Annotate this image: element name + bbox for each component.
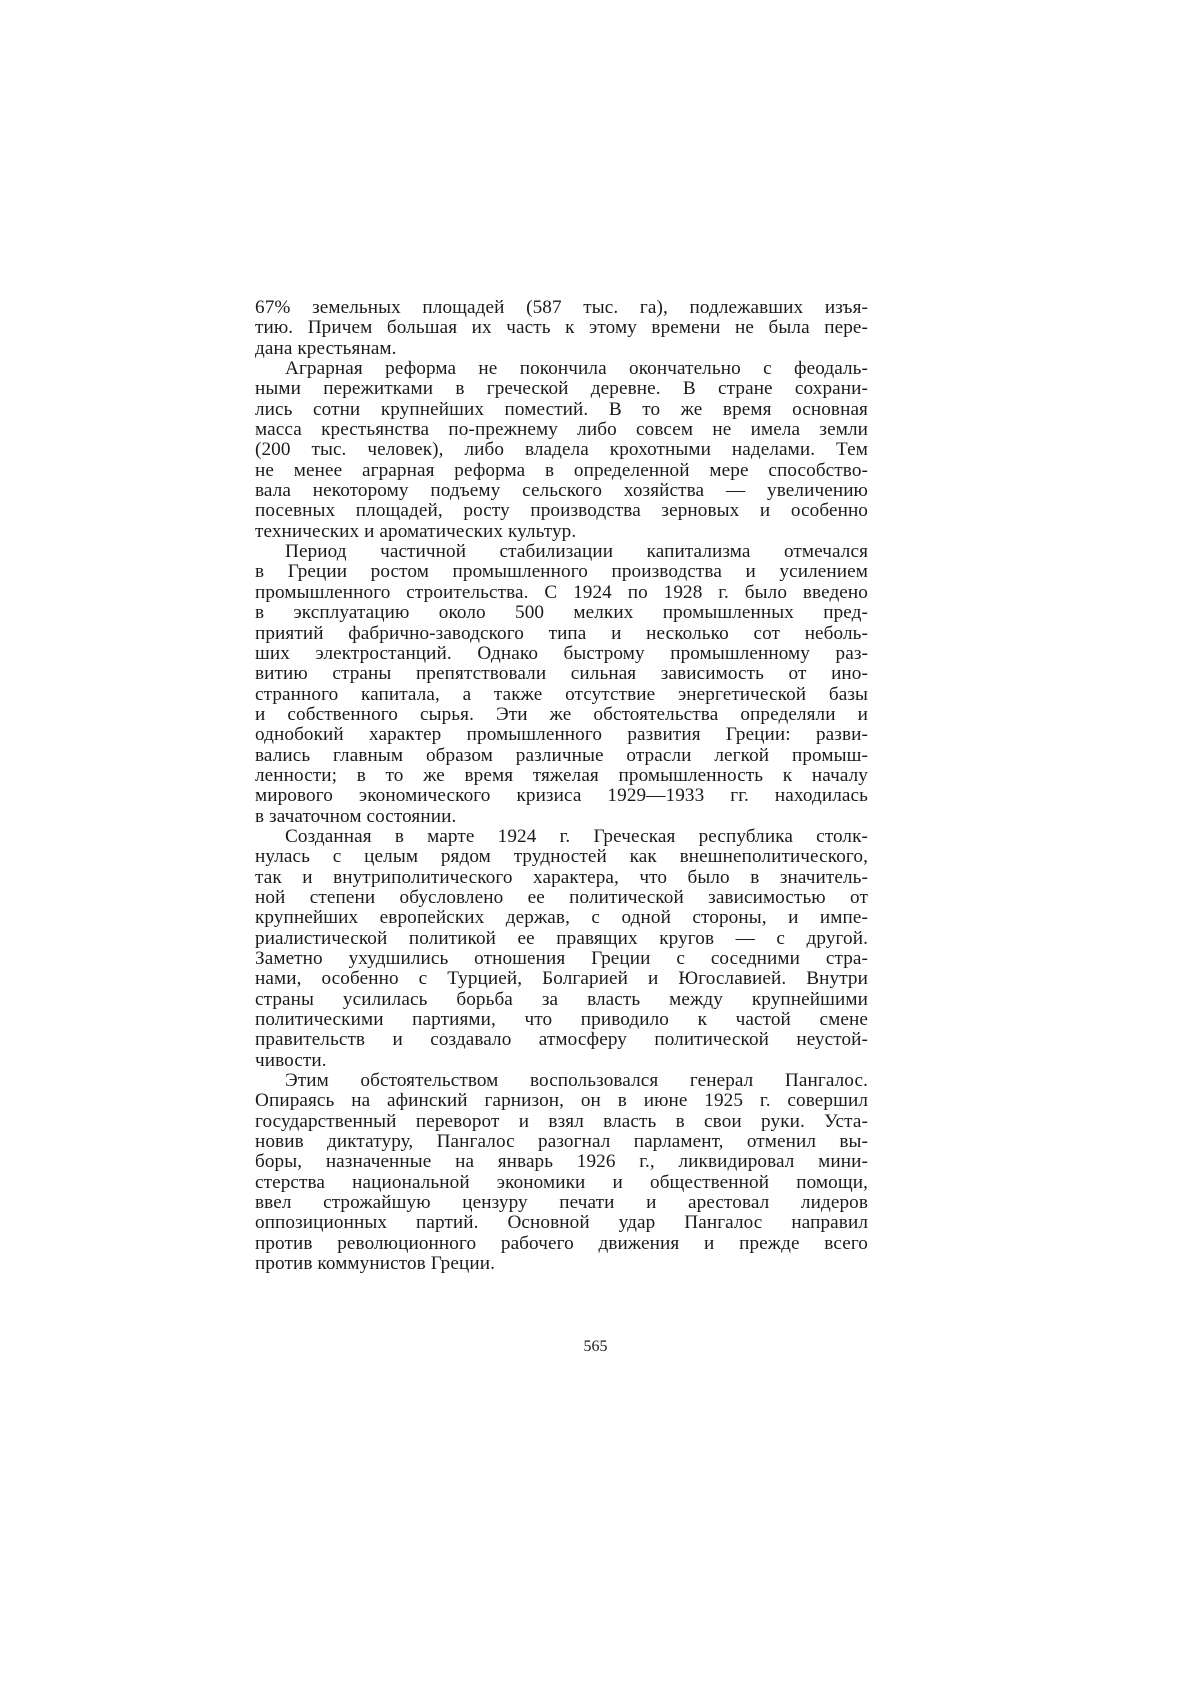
text-line: вались главным образом различные отрасли легкой промыш- bbox=[255, 744, 868, 766]
text-line: Этим обстоятельством воспользовался генерал Пангалос. bbox=[285, 1070, 868, 1092]
text-line: витию страны препятствовали сильная зависимость от ино- bbox=[255, 663, 868, 685]
text-line: (200 тыс. человек), либо владела крохотными наделами. Тем bbox=[255, 439, 868, 461]
text-line: против коммунистов Греции. bbox=[255, 1253, 495, 1275]
text-line: стерства национальной экономики и общественной помощи, bbox=[255, 1171, 868, 1193]
paragraph bbox=[255, 827, 868, 1071]
text-line: государственный переворот и взял власть в свои руки. Уста- bbox=[255, 1110, 868, 1132]
text-line: чивости. bbox=[255, 1049, 327, 1071]
text-line: ленности; в то же время тяжелая промышленность к началу bbox=[255, 764, 868, 786]
text-line: масса крестьянства по-прежнему либо совсем не имела земли bbox=[255, 419, 868, 441]
text-line: боры, назначенные на январь 1926 г., ликвидировал мини- bbox=[255, 1151, 868, 1173]
text-line: лись сотни крупнейших поместий. В то же время основная bbox=[255, 398, 868, 420]
text-line: крупнейших европейских держав, с одной стороны, и импе- bbox=[255, 907, 868, 929]
text-line: не менее аграрная реформа в определенной мере способство- bbox=[255, 459, 868, 481]
text-line: Период частичной стабилизации капитализма отмечался bbox=[285, 541, 868, 563]
text-line: против революционного рабочего движения и прежде всего bbox=[255, 1232, 868, 1254]
text-line: ших электростанций. Однако быстрому промышленному раз- bbox=[255, 642, 868, 664]
paragraph bbox=[255, 359, 868, 542]
text-line: политическими партиями, что приводило к частой смене bbox=[255, 1009, 868, 1031]
text-line: новив диктатуру, Пангалос разогнал парламент, отменил вы- bbox=[255, 1131, 868, 1153]
text-line: дана крестьянам. bbox=[255, 337, 397, 359]
text-line: оппозиционных партий. Основной удар Пангалос направил bbox=[255, 1212, 868, 1234]
text-line: Созданная в марте 1924 г. Греческая республика столк- bbox=[285, 825, 868, 847]
text-line: в зачаточном состоянии. bbox=[255, 805, 457, 827]
text-line: странного капитала, а также отсутствие энергетической базы bbox=[255, 683, 868, 705]
text-line: Аграрная реформа не покончила окончательно с феодаль- bbox=[285, 358, 868, 380]
paragraph bbox=[255, 1071, 868, 1274]
text-line: ными пережитками в греческой деревне. В стране сохрани- bbox=[255, 378, 868, 400]
text-line: однобокий характер промышленного развития Греции: разви- bbox=[255, 724, 868, 746]
paragraph bbox=[255, 542, 868, 827]
text-line: в Греции ростом промышленного производства и усилением bbox=[255, 561, 868, 583]
text-line: в эксплуатацию около 500 мелких промышленных пред- bbox=[255, 602, 868, 624]
text-line: вала некоторому подъему сельского хозяйства — увеличению bbox=[255, 480, 868, 502]
body-text bbox=[255, 298, 868, 1275]
text-line: промышленного строительства. С 1924 по 1928 г. было введено bbox=[255, 581, 868, 603]
text-line: правительств и создавало атмосферу политической неустой- bbox=[255, 1029, 868, 1051]
page-number: 565 bbox=[583, 1338, 608, 1355]
text-line: Заметно ухудшились отношения Греции с соседними стра- bbox=[255, 948, 868, 969]
text-line: приятий фабрично-заводского типа и несколько сот неболь- bbox=[255, 622, 868, 644]
text-line: нами, особенно с Турцией, Болгарией и Югославией. Внутри bbox=[255, 968, 868, 990]
text-line: ной степени обусловлено ее политической зависимостью от bbox=[255, 886, 868, 908]
text-line: нулась с целым рядом трудностей как внешнеполитического, bbox=[255, 846, 868, 868]
text-line: страны усилилась борьба за власть между крупнейшими bbox=[255, 988, 868, 1010]
paragraph bbox=[255, 298, 868, 359]
text-line: технических и ароматических культур. bbox=[255, 520, 577, 542]
text-line: мирового экономического кризиса 1929—1933 гг. находилась bbox=[255, 785, 868, 807]
text-line: 67% земельных площадей (587 тыс. га), подлежавших изъя- bbox=[255, 297, 868, 318]
text-line: и собственного сырья. Эти же обстоятельства определяли и bbox=[255, 703, 868, 725]
text-line: тию. Причем большая их часть к этому времени не была пере- bbox=[255, 317, 868, 339]
text-line: посевных площадей, росту производства зерновых и особенно bbox=[255, 500, 868, 522]
text-line: так и внутриполитического характера, что было в значитель- bbox=[255, 866, 868, 888]
text-line: Опираясь на афинский гарнизон, он в июне 1925 г. совершил bbox=[255, 1090, 868, 1112]
text-line: риалистической политикой ее правящих кругов — с другой. bbox=[255, 927, 868, 949]
text-line: ввел строжайшую цензуру печати и арестовал лидеров bbox=[255, 1192, 868, 1214]
